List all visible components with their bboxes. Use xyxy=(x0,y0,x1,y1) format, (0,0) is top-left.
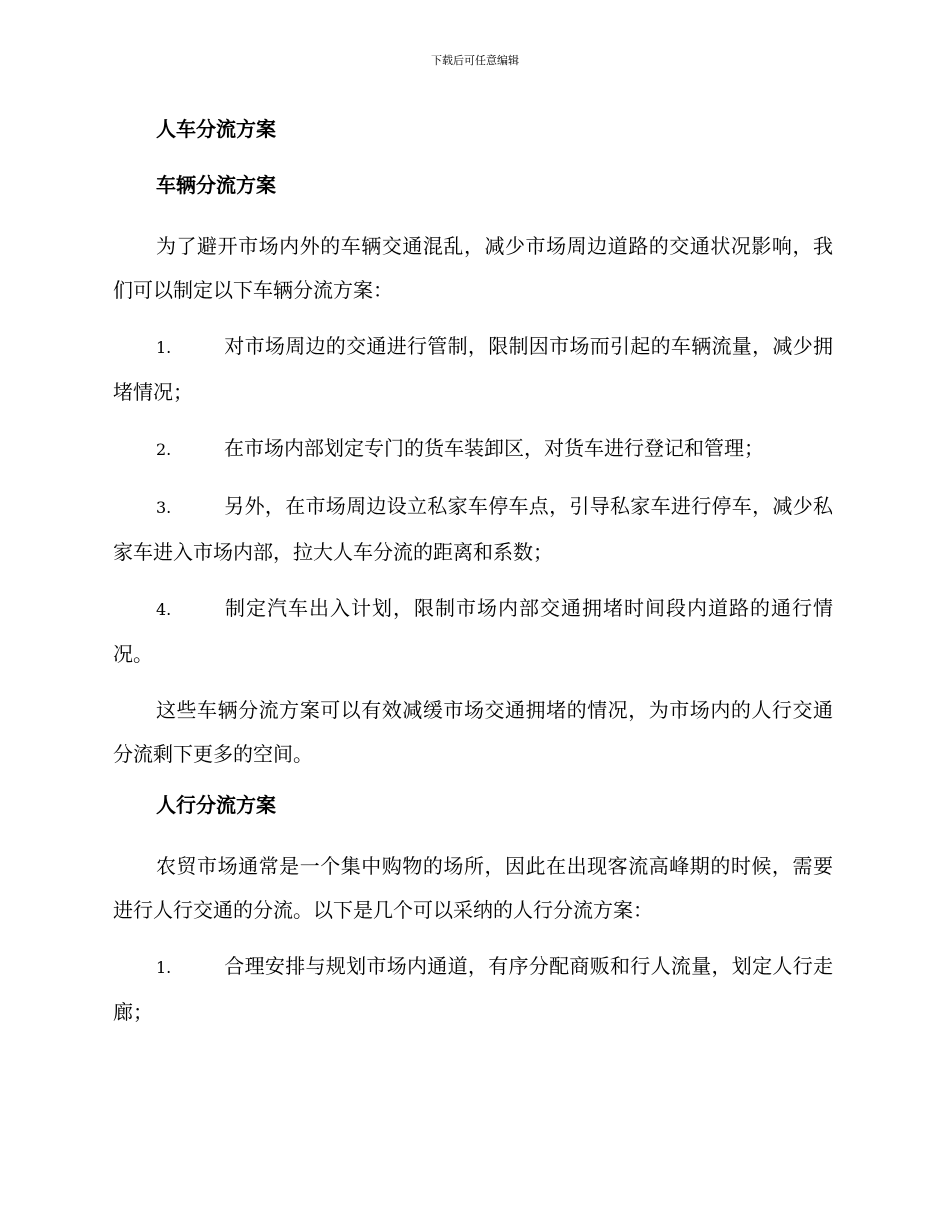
list-item xyxy=(113,426,833,472)
list-item-text: 在市场内部划定专门的货车装卸区，对货车进行登记和管理； xyxy=(224,436,764,460)
list-item-number: 3. xyxy=(156,498,172,517)
document-body xyxy=(113,112,833,1046)
list-item-text: 制定汽车出入计划，限制市场内部交通拥堵时间段内道路的通行情况。 xyxy=(113,596,833,666)
document-title: 人车分流方案 xyxy=(156,117,276,141)
list-item-number: 4. xyxy=(156,600,172,619)
list-item-number: 2. xyxy=(156,440,172,459)
list-item-number: 1. xyxy=(156,958,172,977)
paragraph-pedestrian-intro: 农贸市场通常是一个集中购物的场所，因此在出现客流高峰期的时候，需要进行人行交通的分流。以下是几个可以采纳的人行分流方案： xyxy=(113,854,833,922)
list-item-text: 对市场周边的交通进行管制，限制因市场而引起的车辆流量，减少拥堵情况； xyxy=(113,334,833,404)
section-heading-vehicle: 车辆分流方案 xyxy=(156,173,276,197)
paragraph-vehicle-conclusion: 这些车辆分流方案可以有效减缓市场交通拥堵的情况，为市场内的人行交通分流剩下更多的空间。 xyxy=(113,698,833,766)
section-heading-pedestrian: 人行分流方案 xyxy=(156,793,276,817)
list-item-text: 合理安排与规划市场内通道，有序分配商贩和行人流量，划定人行走廊； xyxy=(113,954,833,1024)
list-item xyxy=(113,586,833,676)
list-item xyxy=(113,944,833,1034)
list-item-number: 1. xyxy=(156,338,172,357)
list-item-text: 另外，在市场周边设立私家车停车点，引导私家车进行停车，减少私家车进入市场内部，拉大人车分流的距离和系数； xyxy=(113,494,833,564)
list-item xyxy=(113,484,833,574)
list-item xyxy=(113,324,833,414)
paragraph-vehicle-intro: 为了避开市场内外的车辆交通混乱，减少市场周边道路的交通状况影响，我们可以制定以下车辆分流方案： xyxy=(113,234,833,302)
page-header: 下载后可任意编辑 xyxy=(431,54,519,67)
